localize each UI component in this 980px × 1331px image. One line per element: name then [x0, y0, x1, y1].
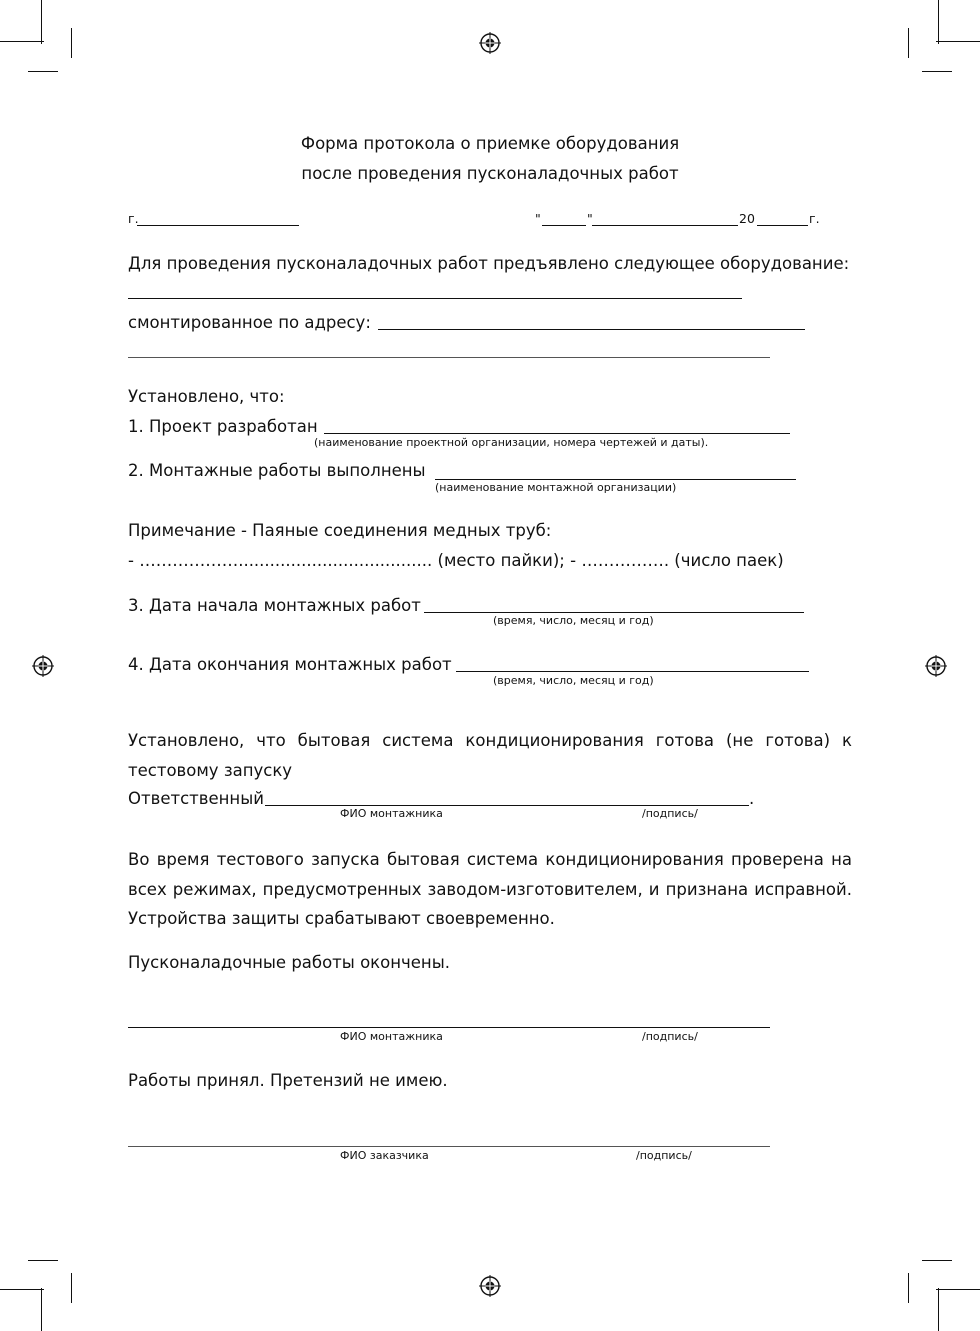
readiness-text: Установлено, что бытовая система кондиционирования готова (не готова) к тестовому запуску [128, 731, 852, 780]
crop-mark [71, 1273, 72, 1303]
note-heading: Примечание - Паяные соединения медных труб: [128, 521, 552, 540]
crop-mark [0, 1289, 44, 1290]
responsible-label: Ответственный [128, 789, 264, 808]
date-quote-close: " [587, 211, 593, 226]
address-label: смонтированное по адресу: [128, 313, 371, 332]
crop-mark [28, 71, 58, 72]
end-date-field-line[interactable] [456, 671, 809, 672]
equipment-field-line[interactable] [128, 298, 742, 299]
crop-mark [908, 1273, 909, 1303]
responsible-fio-caption: ФИО монтажника [340, 807, 443, 820]
crop-mark [0, 41, 44, 42]
start-date-field-line[interactable] [424, 612, 804, 613]
customer-signature-caption: /подпись/ [636, 1149, 692, 1162]
crop-mark [922, 71, 952, 72]
crop-mark [71, 28, 72, 58]
city-prefix: г. [128, 211, 139, 226]
item4-caption: (время, число, месяц и год) [493, 674, 654, 687]
item2-label: 2. Монтажные работы выполнены [128, 461, 426, 480]
equipment-text: Для проведения пусконаладочных работ предъявлено следующее оборудование: [128, 254, 850, 273]
document-title: Форма протокола о приемке оборудования [300, 134, 680, 153]
month-field-line[interactable] [592, 225, 738, 226]
crop-mark [908, 28, 909, 58]
item4-label: 4. Дата окончания монтажных работ [128, 655, 452, 674]
day-field-line[interactable] [542, 225, 586, 226]
year-prefix: 20 [739, 211, 755, 226]
responsible-field-line[interactable] [265, 805, 749, 806]
installer-signature-caption: /подпись/ [642, 1030, 698, 1043]
registration-mark-icon [479, 32, 501, 54]
crop-mark [28, 1260, 58, 1261]
responsible-end: . [749, 789, 755, 808]
item2-caption: (наименование монтажной организации) [435, 481, 677, 494]
item1-label: 1. Проект разработан [128, 417, 318, 436]
item1-caption: (наименование проектной организации, номера чертежей и даты). [314, 436, 709, 449]
address-field-line[interactable] [378, 329, 805, 330]
document-subtitle: после проведения пусконаладочных работ [301, 164, 679, 183]
completion-text: Пусконаладочные работы окончены. [128, 953, 450, 972]
crop-mark [936, 1289, 980, 1290]
crop-mark [41, 0, 42, 44]
registration-mark-icon [479, 1275, 501, 1297]
acceptance-text: Работы принял. Претензий не имею. [128, 1071, 448, 1090]
project-field-line[interactable] [324, 433, 790, 434]
crop-mark [922, 1260, 952, 1261]
installer-signature-line[interactable] [128, 1027, 770, 1028]
item3-label: 3. Дата начала монтажных работ [128, 596, 421, 615]
responsible-signature-caption: /подпись/ [642, 807, 698, 820]
year-suffix: г. [809, 211, 820, 226]
test-text: Во время тестового запуска бытовая система кондиционирования проверена на всех режимах, предусмотренных заводом-изготовителем, и признана исправной. Устройства защиты срабатывают своевременно. [128, 850, 852, 928]
item3-caption: (время, число, месяц и год) [493, 614, 654, 627]
year-field-line[interactable] [757, 225, 808, 226]
established-heading: Установлено, что: [128, 387, 285, 406]
note-line: - ………………..................................... (место пайки); - ……………. (число паек) [128, 551, 784, 570]
customer-fio-caption: ФИО заказчика [340, 1149, 429, 1162]
crop-mark [938, 0, 939, 44]
registration-mark-icon [925, 655, 947, 677]
crop-mark [938, 1288, 939, 1331]
customer-signature-line[interactable] [128, 1146, 770, 1147]
crop-mark [41, 1288, 42, 1331]
address-field-line-2[interactable] [128, 357, 770, 358]
crop-mark [936, 41, 980, 42]
date-quote-open: " [535, 211, 541, 226]
registration-mark-icon [32, 655, 54, 677]
city-field-line[interactable] [137, 225, 299, 226]
installer-fio-caption: ФИО монтажника [340, 1030, 443, 1043]
installer-field-line[interactable] [435, 479, 796, 480]
